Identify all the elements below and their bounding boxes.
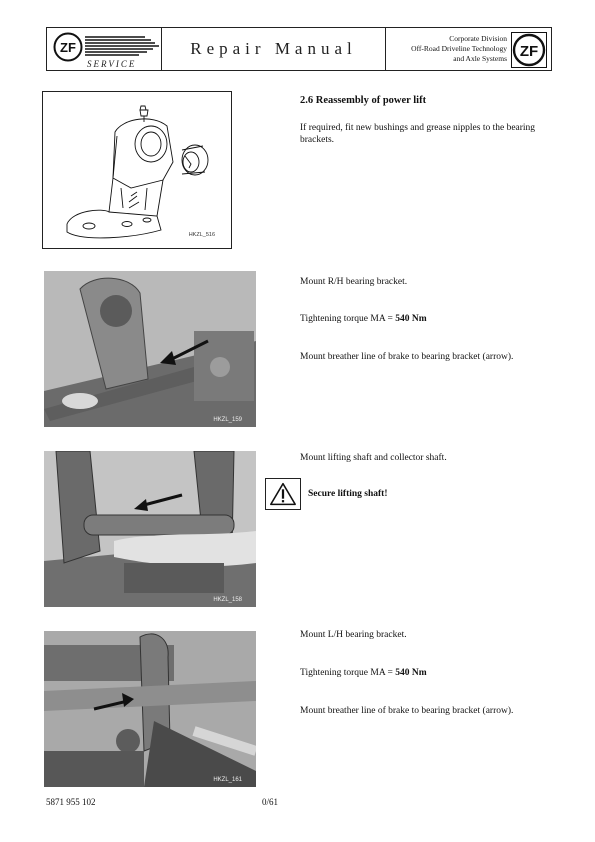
torque-label: Tightening torque MA = [300,314,396,324]
figure-code: HKZL_516 [188,232,215,238]
step1-torque [300,313,550,325]
page-header [46,27,552,71]
section-intro: If required, fit new bushings and grease nipples to the bearing brackets. [300,123,536,145]
corp-line-2: Off-Road Driveline Technology [411,44,507,53]
zf-service-logo [47,28,162,70]
photo-placeholder [44,631,256,787]
photo-rh-bearing-bracket [44,271,256,427]
photo-lifting-shaft [44,451,256,607]
zf-logo-icon [53,32,83,62]
step3-mount-text: Mount L/H bearing bracket. [300,630,407,640]
photo-placeholder [44,271,256,427]
warning-box [265,478,301,510]
photo-placeholder [44,451,256,607]
corporate-division-block [386,28,551,70]
section-heading: 2.6 Reassembly of power lift [300,95,427,106]
svg-text:ZF: ZF [519,43,539,60]
step3-breather-text: Mount breather line of brake to bearing bracket (arrow). [300,706,514,716]
page-number: 0/61 [262,797,279,807]
step2-mount-text: Mount lifting shaft and collector shaft. [300,453,447,463]
step3-torque [300,667,550,679]
torque-value: 540 Nm [395,314,427,324]
figure-code: HKZL_158 [213,597,242,603]
corp-line-3: and Axle Systems [453,54,507,63]
bracket-line-art [43,92,231,248]
speed-lines-icon [85,35,159,57]
torque-value: 540 Nm [395,668,427,678]
document-number: 5871 955 102 [46,797,96,807]
warning-triangle-icon [266,479,300,509]
zf-logo-icon [511,32,547,68]
figure-code: HKZL_161 [213,777,242,783]
step1-mount-text: Mount R/H bearing bracket. [300,277,408,287]
corp-line-1: Corporate Division [449,34,507,43]
service-label: SERVICE [87,59,137,69]
bearing-bracket-drawing [42,91,232,249]
step1-breather-text: Mount breather line of brake to bearing bracket (arrow). [300,352,514,362]
svg-text:ZF: ZF [60,40,76,55]
warning-text: Secure lifting shaft! [308,489,388,499]
photo-lh-bearing-bracket [44,631,256,787]
torque-label: Tightening torque MA = [300,668,396,678]
figure-code: HKZL_159 [213,417,242,423]
page-title: Repair Manual [162,28,386,70]
